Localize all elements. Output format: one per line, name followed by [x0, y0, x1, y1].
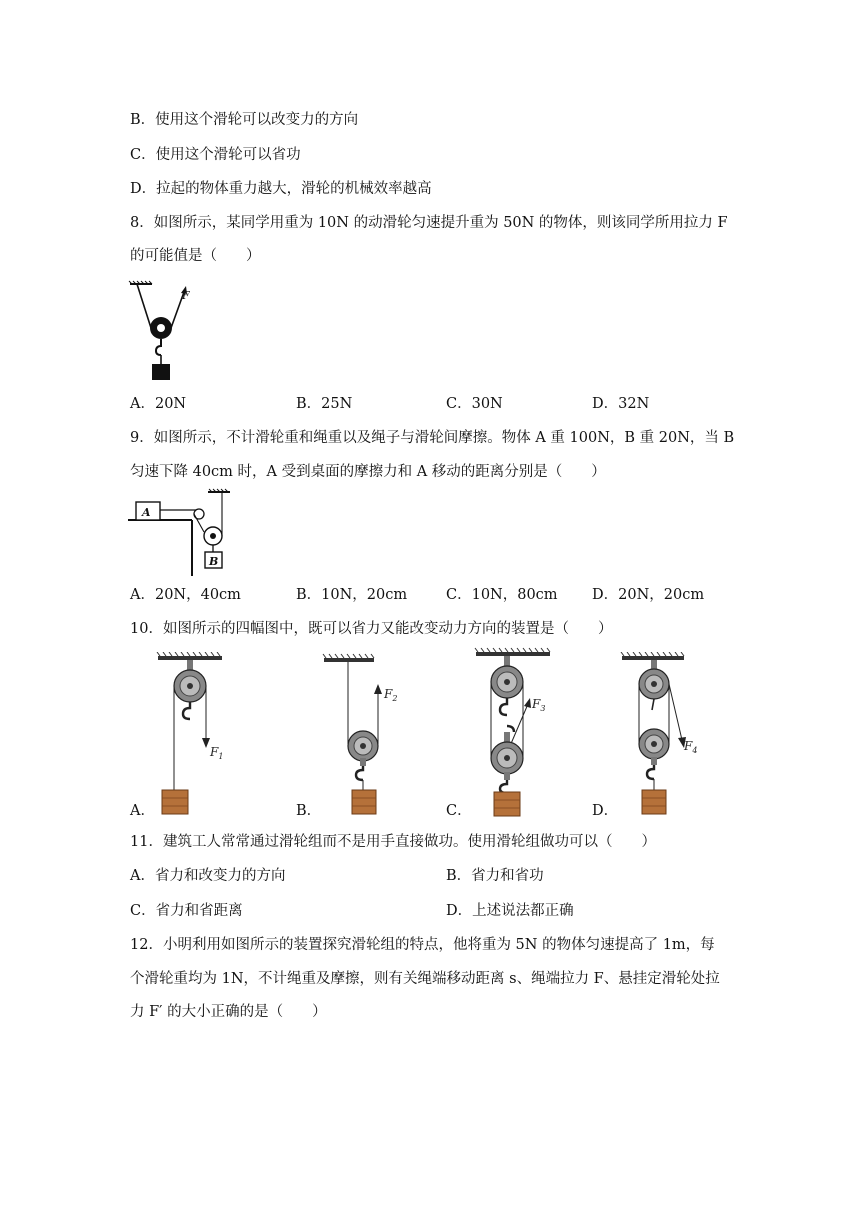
svg-text:F4 — [683, 739, 697, 755]
q12-stem-line3: 力 F′ 的大小正确的是（ ） — [130, 1004, 327, 1020]
q9-label-a: A — [142, 506, 151, 519]
q10-f3-label: F — [532, 697, 541, 711]
q10-figure-b-letter: B． — [296, 803, 322, 819]
q11-option-d: D．上述说法都正确 — [446, 903, 574, 919]
q10-figure-d-letter: D． — [592, 803, 619, 819]
q8-force-label: F — [182, 289, 190, 302]
q7-option-d: D．拉起的物体重力越大，滑轮的机械效率越高 — [130, 181, 432, 197]
q10-f4-label: F — [684, 739, 693, 753]
q11-option-a: A．省力和改变力的方向 — [130, 868, 286, 884]
q11-option-c: C．省力和省距离 — [130, 903, 243, 919]
q10-f3-sub: 3 — [540, 704, 546, 713]
q7-option-b: B．使用这个滑轮可以改变力的方向 — [130, 112, 359, 128]
q10-figure-a-letter: A． — [130, 803, 155, 819]
q10-f1-label: F — [210, 745, 219, 759]
q8-option-b: B．25N — [296, 396, 353, 412]
q10-f4-sub: 4 — [692, 746, 698, 755]
q10-stem: 10．如图所示的四幅图中，既可以省力又能改变动力方向的装置是（ ） — [130, 621, 613, 637]
q9-option-b: B．10N，20cm — [296, 587, 408, 603]
q12-stem-line2: 个滑轮重均为 1N，不计绳重及摩擦，则有关绳端移动距离 s、绳端拉力 F、悬挂定滑轮处拉 — [130, 971, 720, 987]
q10-figure-c-letter: C． — [446, 803, 472, 819]
q10-figure-b — [320, 652, 410, 820]
q9-pulley-figure — [128, 488, 238, 578]
q10-figure-c — [470, 646, 570, 820]
q9-stem-line2: 匀速下降 40cm 时，A 受到桌面的摩擦力和 A 移动的距离分别是（ ） — [130, 464, 606, 480]
q8-stem-line1: 8．如图所示，某同学用重为 10N 的动滑轮匀速提升重为 50N 的物体，则该同学所用拉力 F — [130, 215, 728, 231]
q9-stem-line1: 9．如图所示，不计滑轮重和绳重以及绳子与滑轮间摩擦。物体 A 重 100N，B 重 20N，当 B — [130, 430, 735, 446]
svg-text:F3 — [531, 697, 545, 713]
q10-figure-d — [616, 652, 716, 820]
q11-option-b: B．省力和省功 — [446, 868, 544, 884]
q8-stem-line2: 的可能值是（ ） — [130, 248, 261, 264]
q9-label-b: B — [209, 555, 219, 568]
q8-pulley-figure — [128, 280, 198, 382]
q10-f2-label: F — [384, 687, 393, 701]
q11-stem: 11．建筑工人常常通过滑轮组而不是用手直接做功。使用滑轮组做功可以（ ） — [130, 834, 656, 850]
q8-option-a: A．20N — [130, 396, 187, 412]
q10-f2-sub: 2 — [392, 694, 398, 703]
svg-text:F1 — [209, 745, 223, 761]
q7-option-c: C．使用这个滑轮可以省功 — [130, 147, 301, 163]
q8-option-d: D．32N — [592, 396, 650, 412]
q10-figure-a — [152, 652, 242, 820]
q8-option-c: C．30N — [446, 396, 503, 412]
svg-text:F2 — [383, 687, 397, 703]
q10-f1-sub: 1 — [218, 752, 224, 761]
q9-option-d: D．20N，20cm — [592, 587, 705, 603]
q9-option-a: A．20N，40cm — [130, 587, 241, 603]
q12-stem-line1: 12．小明利用如图所示的装置探究滑轮组的特点，他将重为 5N 的物体匀速提高了 1m，每 — [130, 937, 715, 953]
q9-option-c: C．10N，80cm — [446, 587, 558, 603]
